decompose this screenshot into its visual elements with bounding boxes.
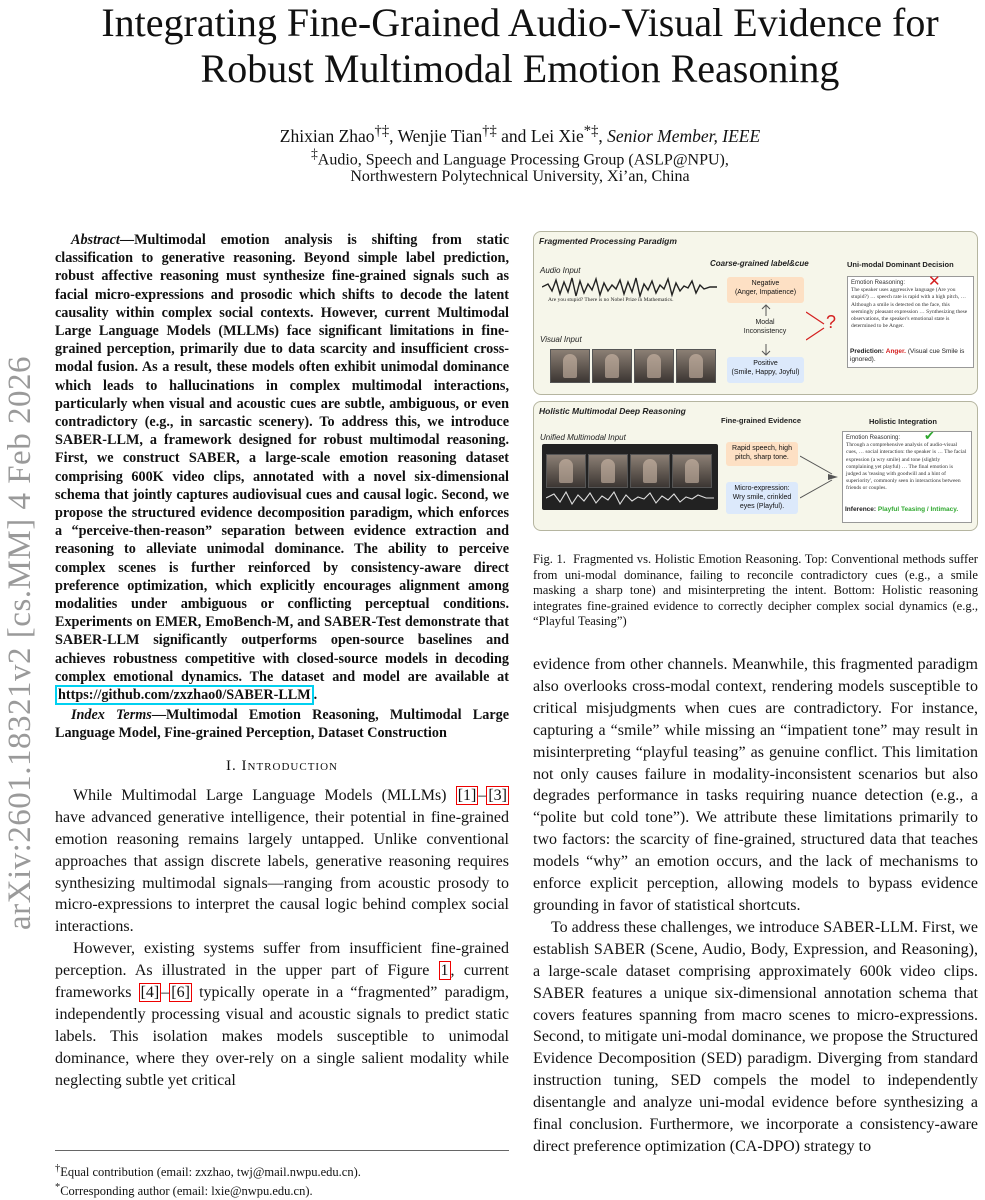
footnotes	[55, 1150, 509, 1199]
author-3-mark: *‡	[583, 123, 599, 139]
right-paragraph-1: evidence from other channels. Meanwhile, this fragmented paradigm also overlooks cross-modal context, rendering models susceptible to critical misjudgments when cues are contradictory. For instance, capturing a “smile” while missing an “impatient tone” may result in misinterpreting “playful teasing” as genuine conflict. This limitation not only causes failure in modality-inconsistent scenarios but also degrades performance in tasks requiring nuance detection (e.g., a “polite but cold tone”). We attribute these limitations primarily to two factors: the scarcity of fine-grained, structured data that teaches models “why” an emotion occurs, and the lack of mechanisms to enforce explicit perception, allowing models to bypass evidence grounding in favor of statistical shortcuts.	[533, 656, 978, 914]
intro-p1-text-b: have advanced generative intelligence, their potential in fine-grained emotion reasoning remains largely untapped. Unlike conventional approaches that assign discrete labels, generative reasoning requires synthesizing multimodal signals—ranging from acoustic prosody to micro-expressions to interpret the causal logic behind complex social interactions.	[55, 808, 509, 936]
abstract-end: .	[313, 687, 318, 704]
intro-paragraph-2	[55, 938, 509, 1091]
right-column	[533, 654, 978, 1158]
holistic-panel	[533, 401, 978, 531]
index-terms-lead: Index Terms	[71, 707, 152, 724]
cross-icon: ✕	[928, 273, 941, 290]
caption-text: Fragmented vs. Holistic Emotion Reasoning. Top: Conventional methods suffer from uni-modal dominance, failing to reconcile contradictory cues (e.g., a smile masking a sharp tone) and misinterpreting the intent. Bottom: Holistic reasoning integrates fine-grained evidence to correctly decipher complex social dynamics (e.g., “Playful Teasing”)	[533, 552, 978, 628]
author-2-mark: †‡	[482, 123, 497, 139]
right-paragraph-2: To address these challenges, we introduce SABER-LLM. First, we establish SABER (Scene, Audio, Body, Expression, and Reasoning), a large-scale dataset comprising approximately 600k video clips. SABER features a unique six-dimensional annotation schema that covers features spanning from macro scenes to micro-expressions. Second, to mitigate uni-modal dominance, we propose the Structured Evidence Decomposition (SED) paradigm. Diverging from standard instruction tuning, SED compels the model to independently disentangle and analyze uni-modal evidence before synthesizing a final conclusion. Furthermore, we incorporate a consistency-aware direct preference optimization (CA-DPO) strategy to	[533, 918, 978, 1155]
footnote-1-mark: †	[55, 1163, 61, 1174]
video-frame-1	[550, 349, 590, 383]
intro-p2-text-a: However, existing systems suffer from insufficient fine-grained perception. As illustrated in the upper part of Figure	[55, 940, 509, 980]
footnote-2-text: Corresponding author (email: lxie@nwpu.edu.cn).	[60, 1184, 313, 1199]
negative-label: Negative	[751, 280, 780, 287]
figure-1-caption	[533, 552, 978, 630]
unified-waveform-icon	[546, 490, 714, 506]
intro-p2-text-b: , current frameworks	[55, 962, 509, 1002]
paper-title	[40, 0, 985, 92]
er-text-top: The speaker uses aggressive language (Are you stupid?) … speech rate is rapid with a high pitch, … Although a smile is detected on the face, this seemingly pleasant expression … Synthesizing these observations, the speaker's emotional state is determined to be Anger.	[851, 287, 968, 330]
citation-1[interactable]: [1]	[457, 786, 477, 804]
er-label-top: Emotion Reasoning:	[851, 280, 906, 286]
prediction-value: Anger.	[885, 348, 906, 355]
dataset-link[interactable]: https://github.com/zxzhao0/SABER-LLM	[55, 685, 314, 705]
film-strip	[542, 444, 718, 510]
intro-p1-text-a: While Multimodal Large Language Models (MLLMs)	[73, 786, 456, 804]
author-2: Wenjie Tian	[397, 125, 483, 146]
evidence-visual-box: Micro-expression: Wry smile, crinkled eyes (Playful).	[726, 482, 798, 514]
holistic-panel-title: Holistic Multimodal Deep Reasoning	[539, 406, 686, 416]
author-conjunction: and	[496, 125, 531, 146]
citation-4[interactable]: [4]	[140, 984, 160, 1002]
holistic-integration-title: Holistic Integration	[869, 417, 937, 426]
positive-box	[727, 357, 804, 383]
author-3-title: Senior Member, IEEE	[607, 125, 761, 146]
visual-input-label: Visual Input	[540, 335, 582, 344]
prediction-note: (Visual cue Smile is ignored).	[850, 348, 965, 363]
prediction-label: Prediction:	[850, 348, 884, 355]
unified-frame-1	[546, 454, 586, 488]
negative-box	[727, 277, 804, 303]
inconsistency-arrows-icon	[760, 304, 772, 356]
integration-arrows-icon	[800, 452, 840, 502]
index-terms-text: —Multimodal Emotion Reasoning, Multimodal Large Language Model, Fine-grained Perception, Dataset Construction	[55, 707, 510, 742]
decision-arrows-icon	[806, 310, 828, 342]
index-terms	[55, 706, 509, 742]
positive-label: Positive	[753, 360, 778, 367]
inference-line	[845, 506, 972, 513]
arxiv-stamp: arXiv:2601.18321v2 [cs.MM] 4 Feb 2026	[2, 356, 38, 930]
fragmented-panel	[533, 231, 978, 395]
caption-label: Fig. 1.	[533, 552, 566, 566]
coarse-label-title: Coarse-grained label&cue	[710, 259, 809, 268]
fine-evidence-title: Fine-grained Evidence	[721, 416, 802, 425]
intro-paragraph-1	[55, 785, 509, 938]
author-1-mark: †‡	[374, 123, 390, 139]
unified-frame-3	[630, 454, 670, 488]
affiliation-mark: ‡	[311, 146, 318, 161]
check-icon: ✔	[924, 428, 935, 443]
video-frame-4	[676, 349, 716, 383]
affiliation-text-1: Audio, Speech and Language Processing Group (ASLP@NPU),	[317, 151, 729, 169]
positive-sub: (Smile, Happy, Joyful)	[731, 369, 800, 376]
footnote-1	[55, 1161, 509, 1180]
question-mark: ?	[826, 312, 837, 332]
figure-1	[533, 231, 978, 531]
unified-input-label: Unified Multimodal Input	[540, 433, 626, 442]
abstract-text: —Multimodal emotion analysis is shifting from static classification to generative reasoning. Beyond simple label prediction, robust affective reasoning must synthesize fine-grained signals such as facial micro-expressions and prosodic which shifts to decode the latent causality within complex social contexts. However, current Multimodal Large Language Models (MLLMs) face significant limitations in fine-grained perception, primarily due to data scarcity and insufficient cross-modal fusion. As a result, these models often exhibit unimodal dominance which leads to hallucinations in complex multimodal interactions, particularly when visual and acoustic cues are subtle, ambiguous, or even contradictory (e.g., in sarcastic scenery). To address this, we introduce SABER-LLM, a framework designed for robust multimodal reasoning. First, we construct SABER, a large-scale emotion reasoning dataset comprising 600K video clips, annotated with a novel six-dimensional schema that jointly captures audiovisual cues and causal logic. Second, we propose the structured evidence decomposition paradigm, which enforces a “perceive-then-reason” separation between evidence extraction and reasoning to alleviate unimodal dominance. The ability to perceive complex scenes is further reinforced by consistency-aware direct preference optimization, which explicitly encourages alignment among modalities under ambiguous or conflicting perceptual conditions. Experiments on EMER, EmoBench-M, and SABER-Test demonstrate that SABER-LLM significantly outperforms open-source baselines and achieves robustness competitive with closed-source models in decoding complex emotional dynamics. The dataset and model are available at	[55, 232, 509, 685]
video-frame-2	[592, 349, 632, 383]
modal-inconsistency-label: Modal Inconsistency	[743, 319, 787, 335]
title-line-1: Integrating Fine-Grained Audio-Visual Evidence for	[101, 0, 939, 45]
fragmented-panel-title: Fragmented Processing Paradigm	[539, 236, 677, 246]
inference-label: Inference:	[845, 506, 877, 513]
video-frame-3	[634, 349, 674, 383]
footnote-1-text: Equal contribution (email: zxzhao, twj@mail.nwpu.edu.cn).	[60, 1165, 361, 1180]
er-text-bot: Through a comprehensive analysis of audio-visual cues, … social interaction: the speaker is … The facial expression (a wry smile) and tone (slightly complaining yet playful) … The final emotion is judged as 'teasing with goodwill and a hint of superiority', commonly seen in interactions between friends or couples.	[846, 442, 967, 492]
footnote-2-mark: *	[55, 1182, 61, 1194]
negative-sub: (Anger, Impatience)	[734, 289, 797, 296]
figure-ref-1[interactable]: 1	[440, 962, 449, 980]
inference-value: Playful Teasing / Intimacy.	[877, 506, 959, 513]
author-1: Zhixian Zhao	[279, 125, 375, 146]
citation-3[interactable]: [3]	[488, 786, 507, 804]
author-3: Lei Xie	[530, 125, 584, 146]
author-list: Zhixian Zhao†‡, Wenjie Tian†‡ and Lei Xie*‡, Senior Member, IEEE	[279, 123, 761, 146]
abstract	[55, 231, 509, 704]
title-line-2: Robust Multimodal Emotion Reasoning	[200, 46, 840, 91]
footnote-2	[55, 1180, 509, 1199]
unimodal-decision-title: Uni-modal Dominant Decision	[847, 260, 954, 269]
evidence-audio-box: Rapid speech, high pitch, sharp tone.	[726, 442, 798, 466]
audio-waveform-icon	[542, 276, 717, 298]
citation-6[interactable]: [6]	[171, 984, 190, 1002]
unified-frame-4	[672, 454, 712, 488]
er-label-bot: Emotion Reasoning:	[846, 435, 901, 441]
section-heading-introduction: I. Introduction	[226, 757, 338, 774]
introduction-body	[55, 785, 509, 1092]
unified-frame-2	[588, 454, 628, 488]
left-column	[55, 231, 509, 1092]
intro-p2-text-c: typically operate in a “fragmented” paradigm, independently processing visual and acoustic signals to predict static labels. This isolation makes models susceptible to unimodal dominance, where they over-rely on a single salient modality while neglecting subtle yet critical	[55, 984, 509, 1089]
citation-dash-1: –	[478, 786, 487, 804]
prediction-line	[850, 348, 972, 364]
abstract-lead: Abstract	[71, 232, 120, 248]
audio-input-label: Audio Input	[540, 266, 581, 275]
audio-transcript: Are you stupid? There is no Nobel Prize in Mathematics.	[548, 297, 674, 303]
citation-dash-2: –	[161, 984, 170, 1002]
affiliation-line-2: Northwestern Polytechnical University, Xi’an, China	[350, 168, 690, 185]
